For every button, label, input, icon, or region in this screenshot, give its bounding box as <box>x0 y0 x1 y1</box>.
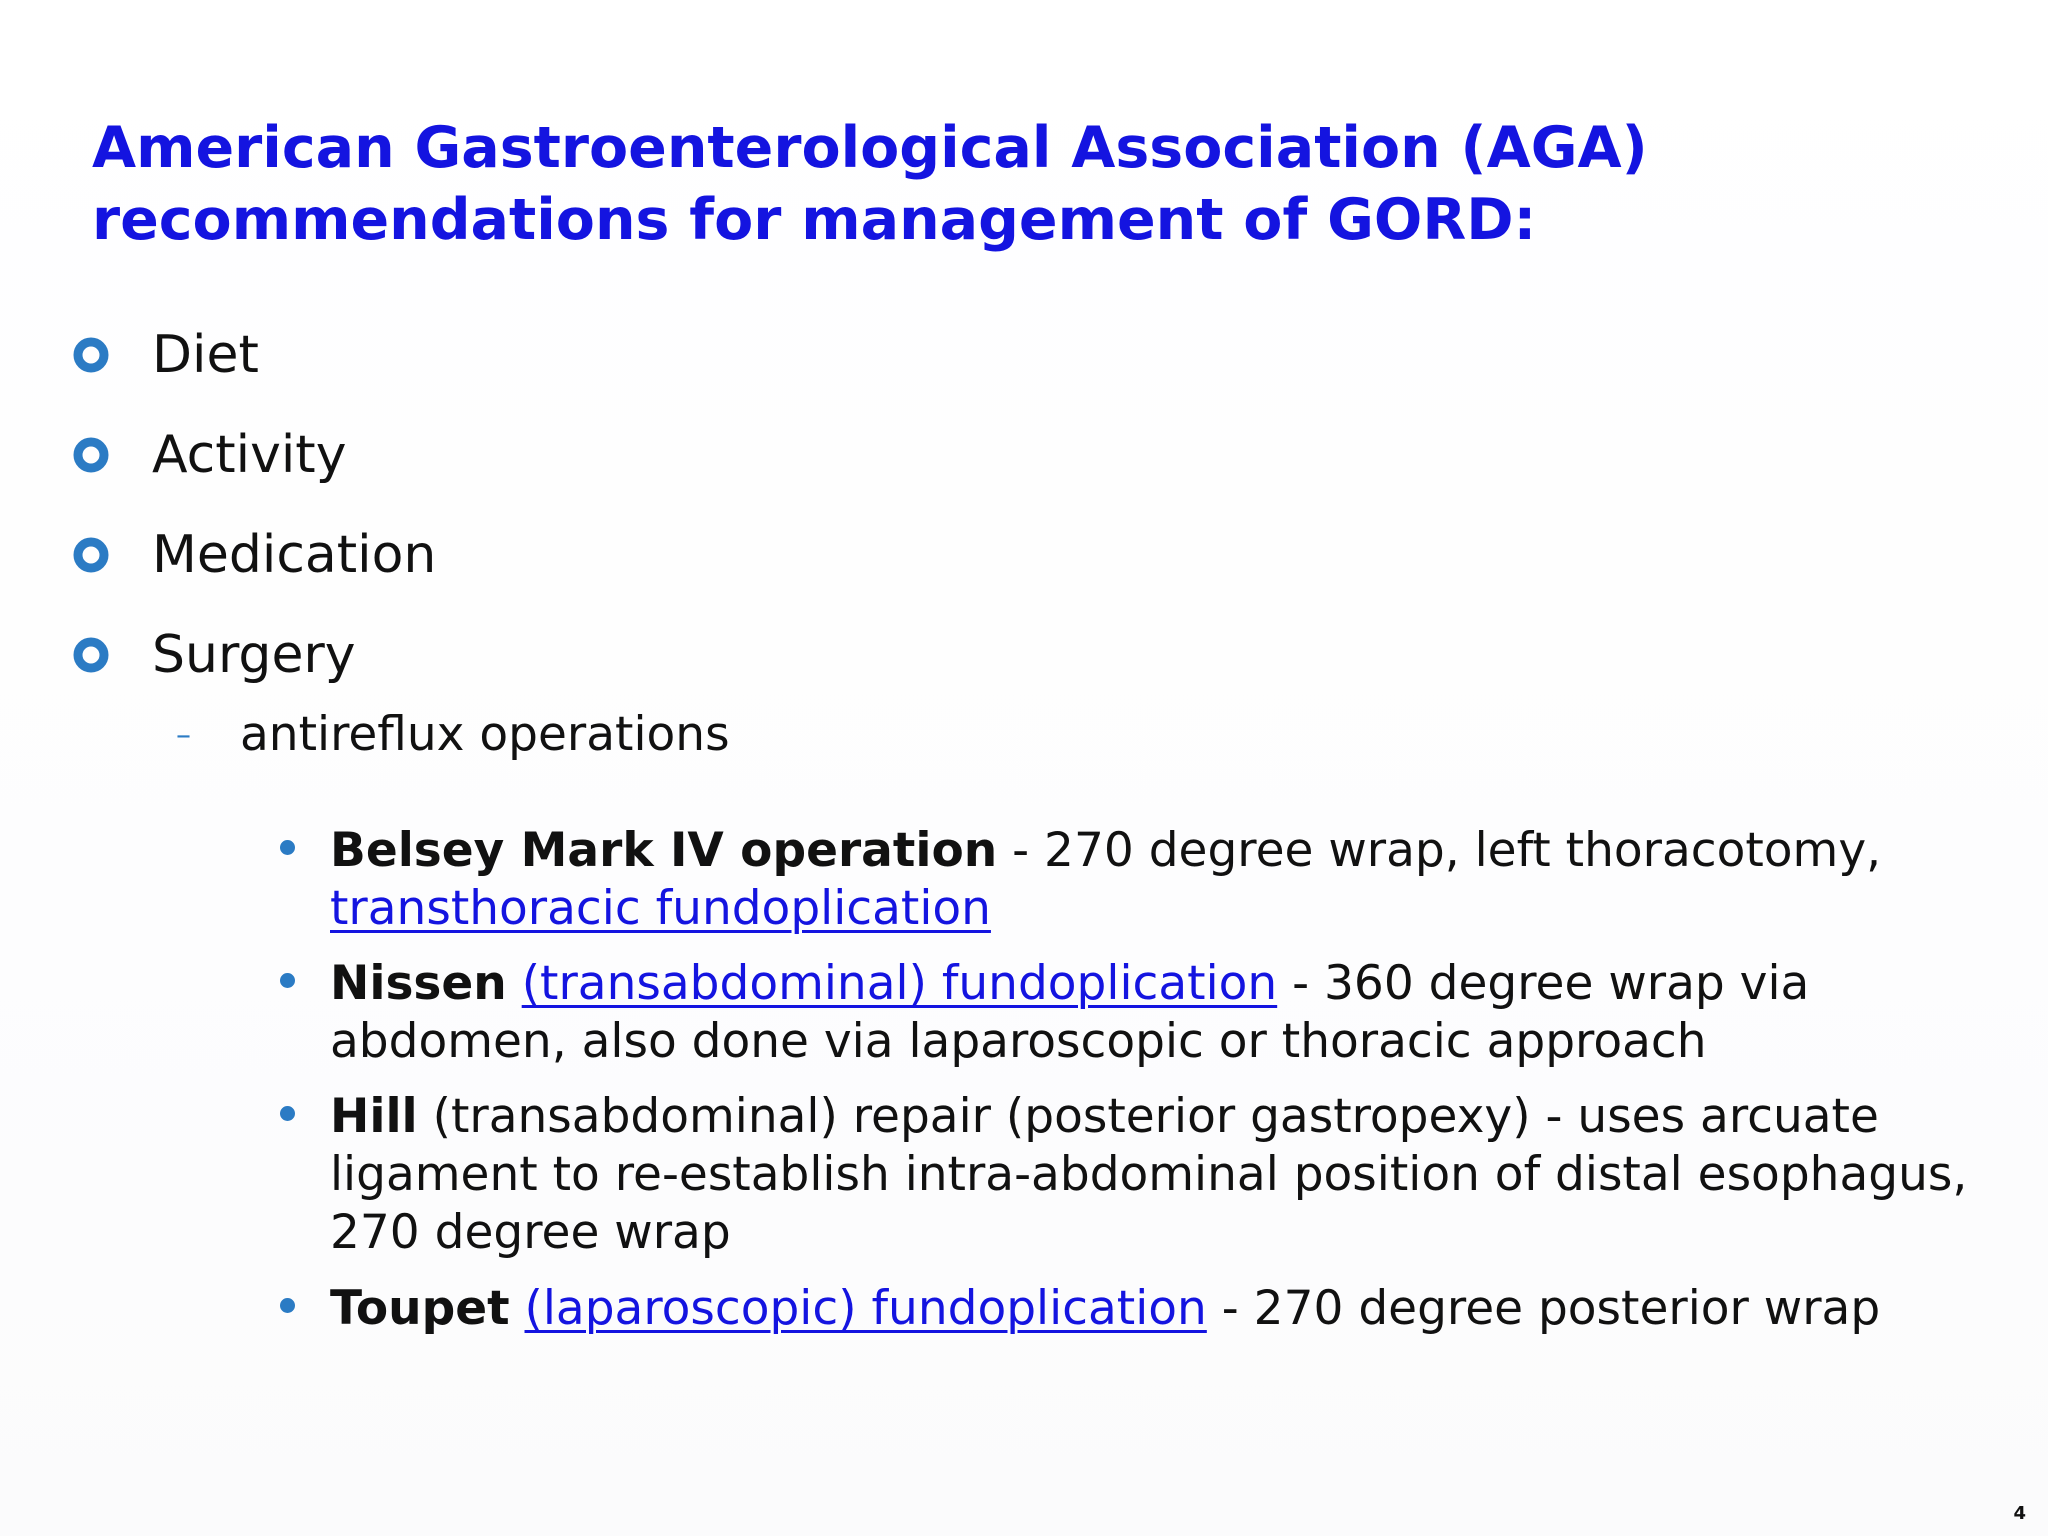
bullet-item-medication <box>72 520 436 590</box>
dot-bullet-icon <box>280 840 295 855</box>
operation-spacer <box>510 1281 525 1336</box>
sub-item-antireflux <box>176 705 730 765</box>
ring-bullet-icon <box>72 636 110 674</box>
bullet-item-activity <box>72 420 346 490</box>
bullet-label: Surgery <box>152 625 356 685</box>
operation-name: Nissen <box>330 956 507 1011</box>
slide-title-line-1: American Gastroenterological Association (AGA) <box>92 115 1648 181</box>
operation-description: (transabdominal) repair (posterior gastropexy) - uses arcuate ligament to re-establish intra-abdominal position of distal esophagus, 270 degree wrap <box>330 1089 1968 1260</box>
dot-bullet-icon <box>280 973 295 988</box>
dot-bullet-icon <box>280 1106 295 1121</box>
operation-spacer <box>507 956 522 1011</box>
operation-link[interactable]: (transabdominal) fundoplication <box>521 956 1278 1011</box>
slide-title <box>92 112 1792 256</box>
bullet-item-surgery <box>72 620 356 690</box>
operation-description: - 270 degree wrap, left thoracotomy, <box>997 823 1882 878</box>
operation-description: - 270 degree posterior wrap <box>1206 1281 1881 1336</box>
operation-text <box>330 1280 1980 1338</box>
ring-bullet-icon <box>72 536 110 574</box>
bullet-label: Activity <box>152 425 347 485</box>
slide-title-line-2: recommendations for management of GORD: <box>92 187 1537 253</box>
operation-description: - 360 degree wrap via abdomen, also done via laparoscopic or thoracic approach <box>330 956 1810 1069</box>
operation-text <box>330 955 1980 1071</box>
operation-text <box>330 822 1980 938</box>
operation-link[interactable]: (laparoscopic) fundoplication <box>524 1281 1207 1336</box>
dash-bullet-icon: – <box>176 717 191 753</box>
dot-bullet-icon <box>280 1298 295 1313</box>
operation-name: Belsey Mark IV operation <box>330 823 998 878</box>
ring-bullet-icon <box>72 336 110 374</box>
page-number: 4 <box>2013 1503 2026 1524</box>
bullet-label: Medication <box>152 525 437 585</box>
operation-name: Toupet <box>330 1281 510 1336</box>
ring-bullet-icon <box>72 436 110 474</box>
operation-name: Hill <box>330 1089 418 1144</box>
sub-item-label: antireflux operations <box>240 707 730 762</box>
operation-text <box>330 1088 1980 1262</box>
bullet-label: Diet <box>152 325 259 385</box>
bullet-item-diet <box>72 320 259 390</box>
operation-link[interactable]: transthoracic fundoplication <box>330 881 991 936</box>
